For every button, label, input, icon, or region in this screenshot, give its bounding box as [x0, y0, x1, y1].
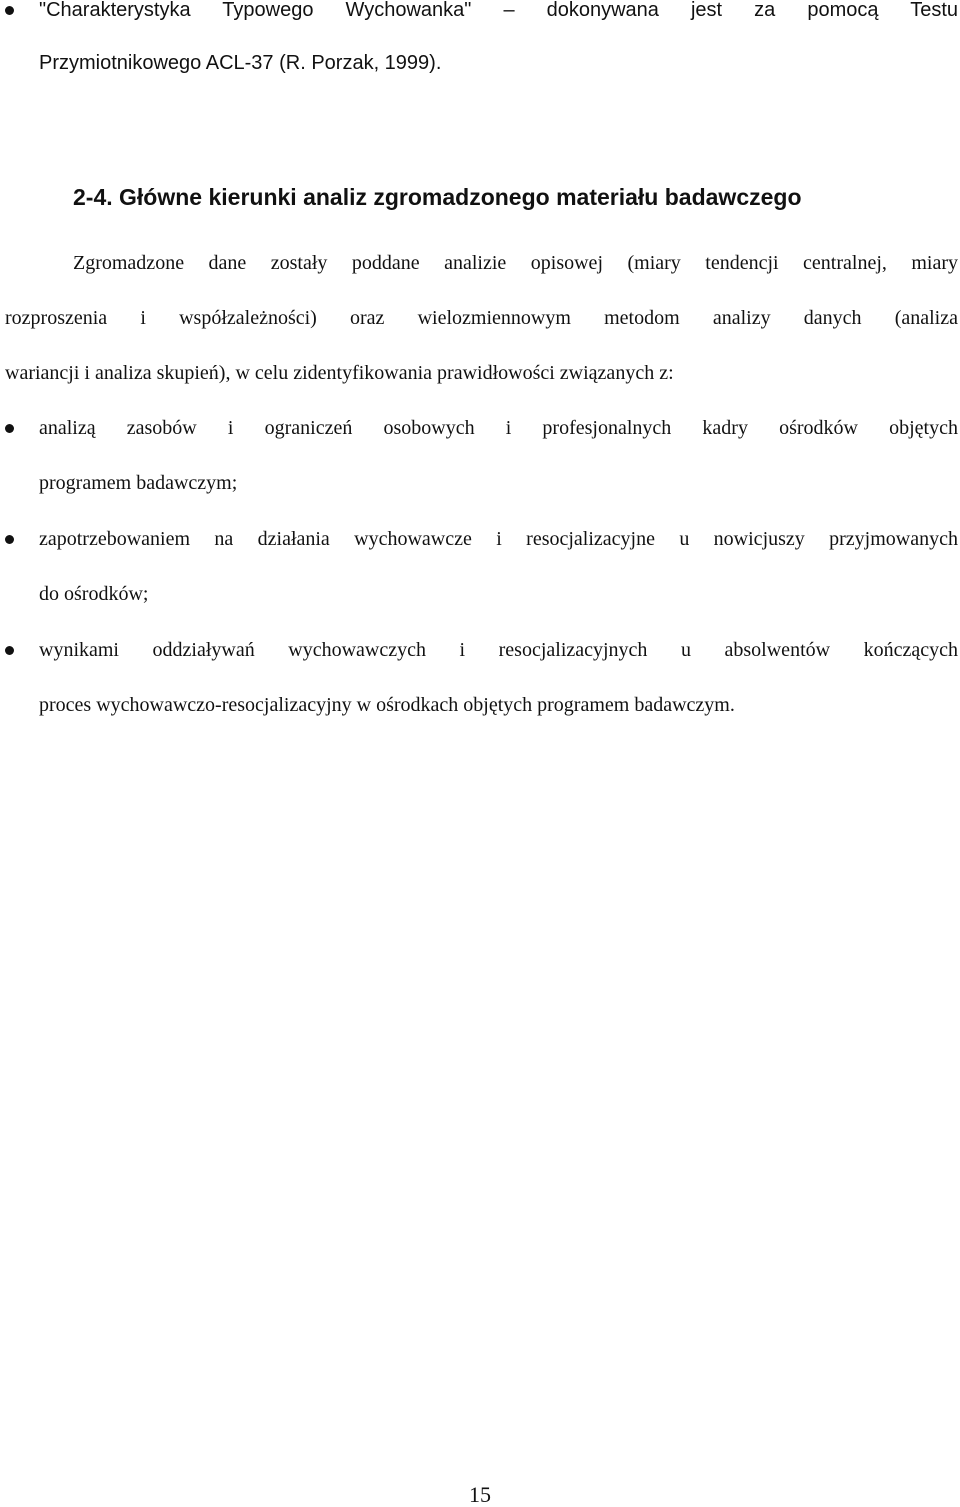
list-item-line: zapotrzebowaniem na działania wychowawcze i resocjalizacyjne u nowicjuszy przyjmowanych [39, 528, 958, 550]
paragraph-line: wariancji i analiza skupień), w celu zidentyfikowania prawidłowości związanych z: [5, 362, 674, 384]
list-item-line: proces wychowawczo-resocjalizacyjny w ośrodkach objętych programem badawczym. [39, 694, 735, 716]
list-item-line: Przymiotnikowego ACL-37 (R. Porzak, 1999). [39, 52, 442, 74]
list-item-line: do ośrodków; [39, 583, 149, 605]
list-item-line: programem badawczym; [39, 472, 238, 494]
list-item-line: "Charakterystyka Typowego Wychowanka" – dokonywana jest za pomocą Testu [39, 0, 958, 21]
paragraph-line: rozproszenia i współzależności) oraz wielozmiennowym metodom analizy danych (analiza [5, 307, 958, 329]
bullet-icon [5, 646, 14, 655]
section-heading: 2-4. Główne kierunki analiz zgromadzonego materiału badawczego [73, 184, 802, 210]
bullet-icon [5, 424, 14, 433]
paragraph-line: Zgromadzone dane zostały poddane analizie opisowej (miary tendencji centralnej, miary [73, 252, 958, 274]
list-item-line: analizą zasobów i ograniczeń osobowych i profesjonalnych kadry ośrodków objętych [39, 417, 958, 439]
bullet-icon [5, 6, 14, 15]
bullet-icon [5, 535, 14, 544]
page-number: 15 [469, 1482, 491, 1507]
list-item-line: wynikami oddziaływań wychowawczych i resocjalizacyjnych u absolwentów kończących [39, 639, 958, 661]
